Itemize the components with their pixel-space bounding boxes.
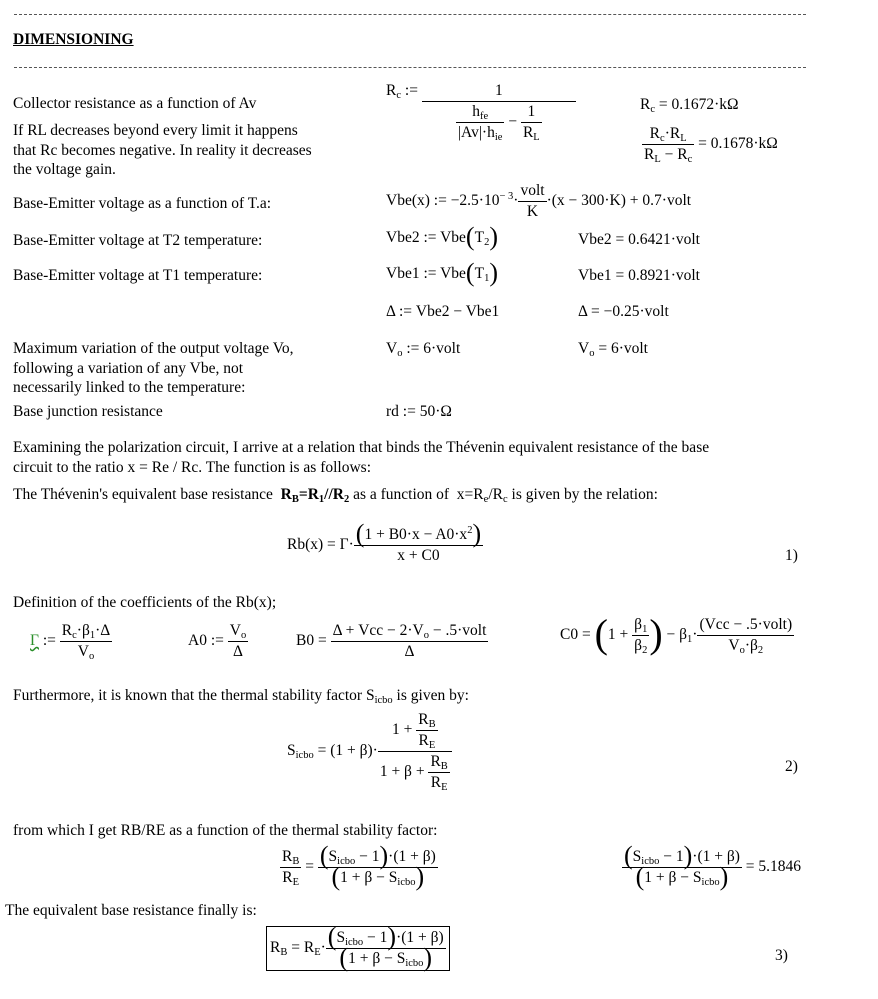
vbe2-result: Vbe2 = 0.6421·volt [578, 231, 700, 248]
rc-result: $R_c = 0.1672\cdot k\Omega$ [640, 96, 739, 115]
vbe-equation: Vbe(x) := $-2.5\cdot 10^{- 3}\cdot$ volt K ·(x − 300·K) + 0.7·volt [386, 182, 692, 220]
paragraph-ratio: from which I get RB/RE as a function of the thermal stability factor: [13, 822, 438, 839]
delta-def: Δ := Vbe2 − Vbe1 [386, 303, 500, 320]
paragraph-final: The equivalent base resistance finally is: [5, 902, 257, 919]
rc-note: If RL decreases beyond every limit it happens that Rc becomes negative. In reality it decreases the voltage gain. [13, 122, 312, 178]
rc-equation: $R_c$ := 1 $h_{fe}$ $|Av|\cdot h_{ie}$ − $\frac{1}{R_L}$ [386, 82, 576, 142]
separator-top [14, 14, 806, 15]
coef-b0: B0 = Δ + Vcc − $2\cdot V_o$ − .5·volt Δ [296, 622, 487, 660]
vo-result: $V_o$ = 6·volt [578, 340, 648, 359]
rd-label: Base junction resistance [13, 403, 163, 420]
vo-label: Maximum variation of the output voltage Vo, following a variation of any Vbe, not necessarily linked to the temperature: [13, 340, 294, 396]
vbe1-def: Vbe1 := $Vbe(T_1)$ [386, 258, 498, 287]
equation-rb-final: $R_B = R_E\cdot$ $(S_{icbo} - 1)\cdot(1 + \beta)$ $(1 + \beta - S_{icbo})$ [266, 926, 450, 971]
rcrl-result: $\frac{R_c\cdot R_L}{R_L - R_c}$ = 0.1678·kΩ [644, 125, 778, 165]
vbe2-def: Vbe2 := $Vbe(T_2)$ [386, 222, 498, 251]
coef-a0: A0 := $\frac{V_o}{\Delta}$ [188, 622, 247, 660]
equation-ratio-result: $(S_{icbo} - 1)\cdot(1 + \beta)$ $(1 + \beta - S_{icbo})$ = 5.1846 [624, 841, 802, 891]
equation-ratio: $\frac{R_B}{R_E}$ = $(S_{icbo} - 1)\cdot(1 + \beta)$ $(1 + \beta - S_{icbo})$ [282, 841, 436, 891]
coef-gamma: Γ := $\frac{R_c\cdot\beta_1\cdot\Delta}{V_o}$ [30, 622, 111, 662]
equation-rb: Rb(x) = Γ· $\frac{(1 + B0\cdot x - A0\cdot x^2)}{x + C0}$ [287, 519, 482, 564]
equation-sicbo: $S_{icbo} = (1 + \beta)\cdot$ 1 + $\frac{R_B}{R_E}$ 1 + β + $\frac{R_B}{R_E}$ [287, 711, 452, 792]
separator-bottom [14, 67, 806, 68]
paragraph-thevenin: The Thévenin's equivalent base resistance $R_B=R_1//R_2$ as a function of $x=R_e/R_c$ is given by the relation: [13, 486, 658, 505]
equation-label-1: 1) [785, 547, 798, 564]
vbe2-label: Base-Emitter voltage at T2 temperature: [13, 232, 263, 249]
rc-label: Collector resistance as a function of Av [13, 95, 257, 112]
section-heading: DIMENSIONING [13, 31, 134, 48]
paragraph-stability: Furthermore, it is known that the thermal stability factor $S_{icbo}$ is given by: [13, 687, 469, 706]
vbe1-result: Vbe1 = 0.8921·volt [578, 267, 700, 284]
coef-heading: Definition of the coefficients of the Rb(x); [13, 594, 277, 611]
coef-c0: C0 = (1 + $\frac{\beta_1}{\beta_2}$ ) − $\beta_1\cdot$ (Vcc − .5·volt) $V_o\cdot\beta_2$ [560, 611, 793, 657]
rd-def: rd := 50·Ω [386, 403, 452, 420]
paragraph-polarization: Examining the polarization circuit, I arrive at a relation that binds the Thévenin equivalent resistance of the base circuit to the ratio x = Re / Rc. The function is as follows: [13, 439, 710, 476]
equation-label-2: 2) [785, 758, 798, 775]
equation-label-3: 3) [775, 947, 788, 964]
vo-def: $V_o$ := 6·volt [386, 340, 461, 359]
vbe-label: Base-Emitter voltage as a function of T.a: [13, 195, 272, 212]
vbe1-label: Base-Emitter voltage at T1 temperature: [13, 267, 263, 284]
delta-result: Δ = −0.25·volt [578, 303, 669, 320]
